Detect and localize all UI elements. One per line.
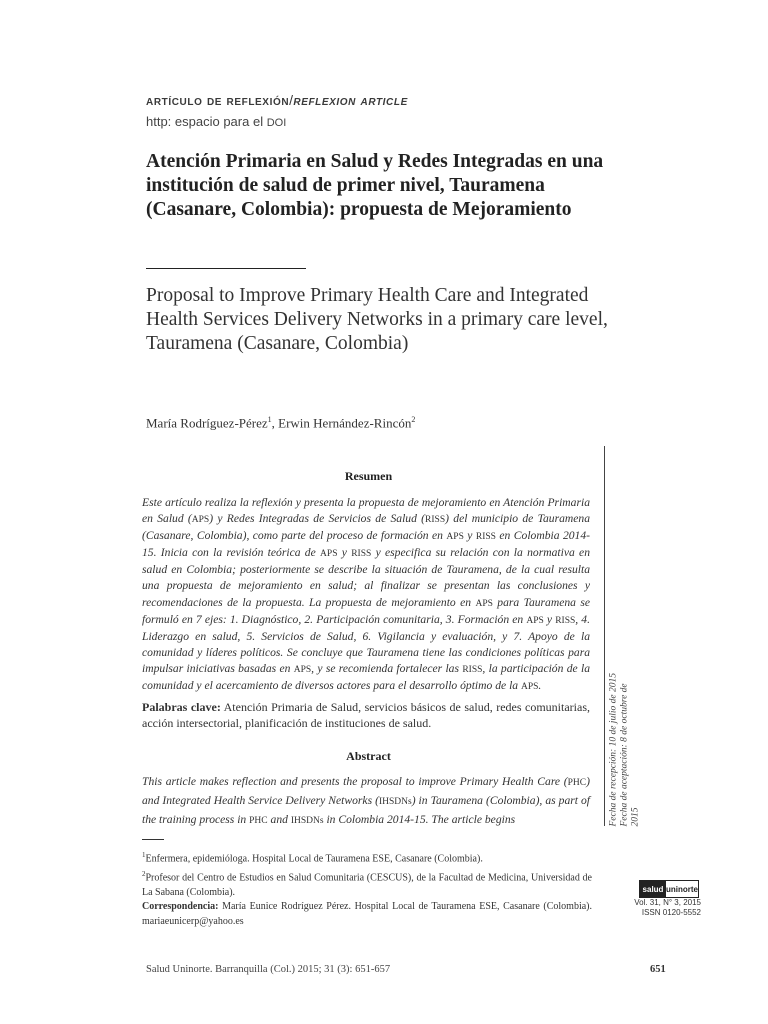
footnote-1	[142, 848, 592, 867]
abstract-text: and	[267, 813, 291, 826]
acronym: APS	[293, 664, 312, 675]
accepted-date: Fecha de aceptación: 8 de octubre de 2015	[619, 683, 641, 827]
acronym: RISS	[425, 515, 446, 526]
section-label-en: reflexion article	[293, 92, 408, 108]
resumen-text: , 4. Liderazgo en salud, 5. Servicios de Salud, 6. Vigilancia y evaluación, y 7. Apoyo de la comunidad y líderes políticos. Se concluye que Tauramena tiene las condiciones políticas para impulsar iniciativas basadas en	[142, 612, 590, 675]
resumen-text: para Tauramena se formuló en 7 ejes: 1. Diagnóstico, 2. Participación comunitaria, 3. Formación en	[142, 595, 591, 626]
keywords-label: Palabras clave:	[142, 700, 221, 714]
acronym: PHC	[249, 816, 268, 826]
logo-left-text: salud	[640, 881, 666, 897]
abstract-text: This article makes reflection and presents the proposal to improve Primary Health Care (	[142, 775, 568, 788]
resumen-text: ) y Redes Integradas de Servicios de Salud (	[209, 512, 426, 526]
resumen-text: , la participación de la comunidad y el acercamiento de diversos actores para el desarrollo óptimo de la	[142, 661, 590, 693]
acronym: IHSDNs	[290, 816, 324, 826]
authors-line	[146, 415, 415, 431]
margin-divider	[604, 446, 605, 826]
footer-citation: Salud Uninorte. Barranquilla (Col.) 2015; 31 (3): 651-657	[146, 964, 391, 975]
section-label-es: artículo de reflexión	[146, 92, 290, 108]
author-1-footnote-ref: 1	[267, 415, 272, 424]
acronym: APS	[446, 532, 464, 543]
acronym: IHSDNs	[378, 797, 412, 807]
correspondence-label: Correspondencia:	[142, 901, 219, 913]
received-date: Fecha de recepción: 10 de julio de 2015	[608, 673, 619, 827]
title-divider	[146, 268, 306, 269]
resumen-text: y	[543, 612, 556, 626]
journal-issue-info	[631, 898, 701, 918]
authors-separator: ,	[271, 415, 279, 431]
resumen-heading: Resumen	[344, 469, 393, 483]
acronym: PHC	[567, 778, 587, 788]
acronym: RISS	[462, 664, 483, 675]
doi-word: DOI	[266, 117, 287, 129]
acronym: APS	[191, 515, 210, 526]
acronym: APS	[475, 598, 493, 609]
resumen-text: .	[538, 679, 542, 693]
logo-right-text: uninorte	[666, 881, 698, 897]
footnote-2	[142, 867, 592, 900]
resumen-text: , y se recomienda fortalecer las	[311, 661, 463, 675]
title-spanish: Atención Primaria en Salud y Redes Integradas en una institución de salud de primer nivel, Tauramena (Casanare, Colombia): propuesta de Mejoramiento	[146, 151, 604, 220]
footnote-divider	[142, 839, 164, 840]
abstract-text: ) and Integrated Health Service Delivery Networks (	[142, 775, 590, 807]
footnote-number: 1	[142, 851, 146, 859]
abstract-body	[142, 773, 590, 830]
acronym: RISS	[555, 615, 576, 626]
title-english: Proposal to Improve Primary Health Care and Integrated Health Services Delivery Networks in a primary care level, Tauramena (Casanare, Colombia)	[146, 285, 608, 354]
resumen-text: y	[463, 529, 476, 543]
section-separator: /	[289, 92, 294, 108]
acronym: APS	[526, 615, 544, 626]
page-number: 651	[650, 964, 666, 975]
journal-logo	[639, 880, 699, 898]
acronym: APS	[520, 682, 539, 693]
author-2: Erwin Hernández-Rincón	[278, 415, 412, 431]
footnote-number: 2	[142, 869, 146, 878]
doi-line	[146, 114, 286, 129]
submission-dates	[609, 667, 642, 827]
footnote-text: Profesor del Centro de Estudios en Salud Comunitaria (CESCUS), de la Facultad de Medicina, Universidad de La Sabana (Colombia).	[142, 872, 592, 898]
abstract-heading: Abstract	[346, 749, 391, 763]
resumen-body	[142, 495, 590, 695]
keywords-es	[142, 699, 590, 731]
issn-text: ISSN 0120-5552	[641, 908, 701, 917]
doi-prefix: http: espacio para el	[146, 114, 267, 129]
abstract-text: in Colombia 2014-15. The article begins	[323, 813, 516, 826]
resumen-text: ) del municipio de Tauramena (Casanare, Colombia), como parte del proceso de formación en	[142, 512, 590, 543]
section-label	[146, 92, 408, 108]
correspondence-text: María Eunice Rodríguez Pérez. Hospital Local de Tauramena ESE, Casanare (Colombia). mariaeunicerp@yahoo.es	[142, 901, 592, 927]
resumen-text: en Colombia 2014-15. Inicia con la revisión teórica de	[142, 529, 591, 560]
resumen-text: y	[337, 546, 352, 560]
keywords-text: Atención Primaria de Salud, servicios básicos de salud, redes comunitarias, acción intersectorial, planificación de instituciones de salud.	[142, 700, 590, 730]
footnote-text: Enfermera, epidemióloga. Hospital Local de Tauramena ESE, Casanare (Colombia).	[145, 853, 483, 865]
acronym: RISS	[475, 532, 496, 543]
footnotes	[142, 848, 592, 929]
resumen-text: y especifica su relación con la normativa en salud en Colombia; posteriormente se describe la situación de Tauramena, de la cual resulta una propuesta de mejoramiento en salud; al finalizar se presentan las conclusiones y recomendaciones de la propuesta. La propuesta de mejoramiento en	[142, 546, 590, 609]
resumen-text: Este artículo realiza la reflexión y presenta la propuesta de mejoramiento en Atención Primaria en Salud (	[142, 496, 590, 526]
acronym: RISS	[351, 549, 372, 560]
correspondence	[142, 900, 592, 929]
acronym: APS	[320, 549, 338, 560]
author-1: María Rodríguez-Pérez	[146, 415, 268, 431]
abstract-text: ) in Tauramena (Colombia), as part of the training process in	[142, 794, 590, 826]
volume-text: Vol. 31, N° 3, 2015	[634, 898, 701, 907]
author-2-footnote-ref: 2	[411, 415, 416, 424]
